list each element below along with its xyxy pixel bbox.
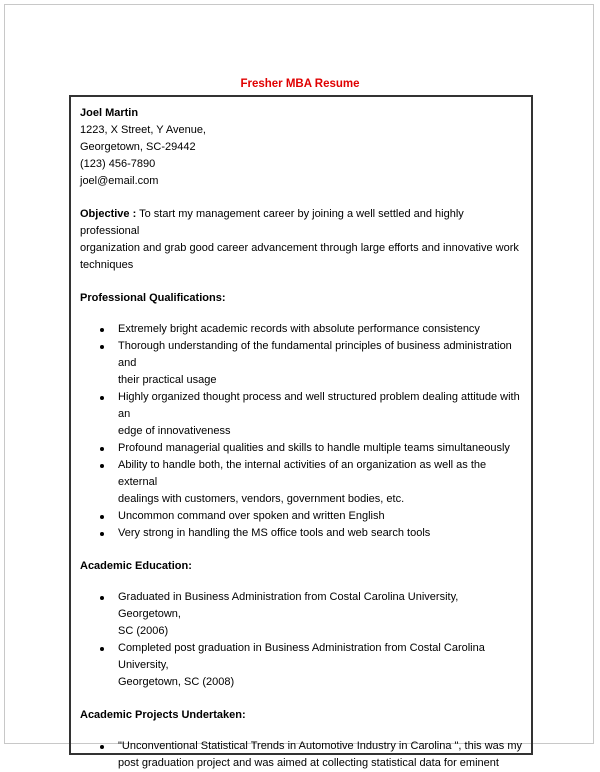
- bullet-icon: [100, 515, 104, 519]
- objective-text: To start my management career by joining a well settled and highly professional organization and grab good career advancement through large efforts and innovative work techniques: [80, 208, 519, 271]
- contact-phone: (123) 456-7890: [80, 158, 156, 170]
- resume-body: [69, 95, 533, 769]
- contact-address-line2: Georgetown, SC-29442: [80, 141, 196, 153]
- bullet-icon: [100, 396, 104, 400]
- contact-address-line1: 1223, X Street, Y Avenue,: [80, 124, 206, 136]
- bullet-icon: [100, 532, 104, 536]
- list-item: Thorough understanding of the fundamental principles of business administration and their practical usage: [118, 338, 523, 389]
- list-item: Completed post graduation in Business Administration from Costal Carolina University, Georgetown, SC (2008): [118, 640, 523, 691]
- bullet-icon: [100, 464, 104, 468]
- list-item: "Unconventional Statistical Trends in Automotive Industry in Carolina ", this was my post graduation project and was aimed at collecting statistical data for eminent: [118, 738, 523, 772]
- list-item: Ability to handle both, the internal activities of an organization as well as the external dealings with customers, vendors, government bodies, etc.: [118, 457, 523, 508]
- contact-email: joel@email.com: [80, 175, 159, 187]
- contact-block: [80, 105, 523, 190]
- bullet-icon: [100, 345, 104, 349]
- academic-projects-heading: Academic Projects Undertaken:: [80, 709, 246, 721]
- list-item: Highly organized thought process and well structured problem dealing attitude with an edge of innovativeness: [118, 389, 523, 440]
- bullet-icon: [100, 328, 104, 332]
- professional-qualifications-list: [80, 321, 523, 542]
- academic-education-list: [80, 589, 523, 691]
- list-item: Profound managerial qualities and skills to handle multiple teams simultaneously: [118, 440, 523, 457]
- list-item: Extremely bright academic records with absolute performance consistency: [118, 321, 523, 338]
- bullet-icon: [100, 596, 104, 600]
- bullet-icon: [100, 745, 104, 749]
- list-item: Uncommon command over spoken and written English: [118, 508, 523, 525]
- objective-section: [80, 206, 523, 274]
- objective-label: Objective :: [80, 208, 137, 220]
- document-title: Fresher MBA Resume: [240, 78, 360, 90]
- list-item: Very strong in handling the MS office tools and web search tools: [118, 525, 523, 542]
- professional-qualifications-heading: Professional Qualifications:: [80, 292, 226, 304]
- list-item: Graduated in Business Administration from Costal Carolina University, Georgetown, SC (2006): [118, 589, 523, 640]
- contact-name: Joel Martin: [80, 107, 139, 119]
- bullet-icon: [100, 647, 104, 651]
- academic-projects-list: [80, 738, 523, 772]
- bullet-icon: [100, 447, 104, 451]
- academic-education-heading: Academic Education:: [80, 560, 192, 572]
